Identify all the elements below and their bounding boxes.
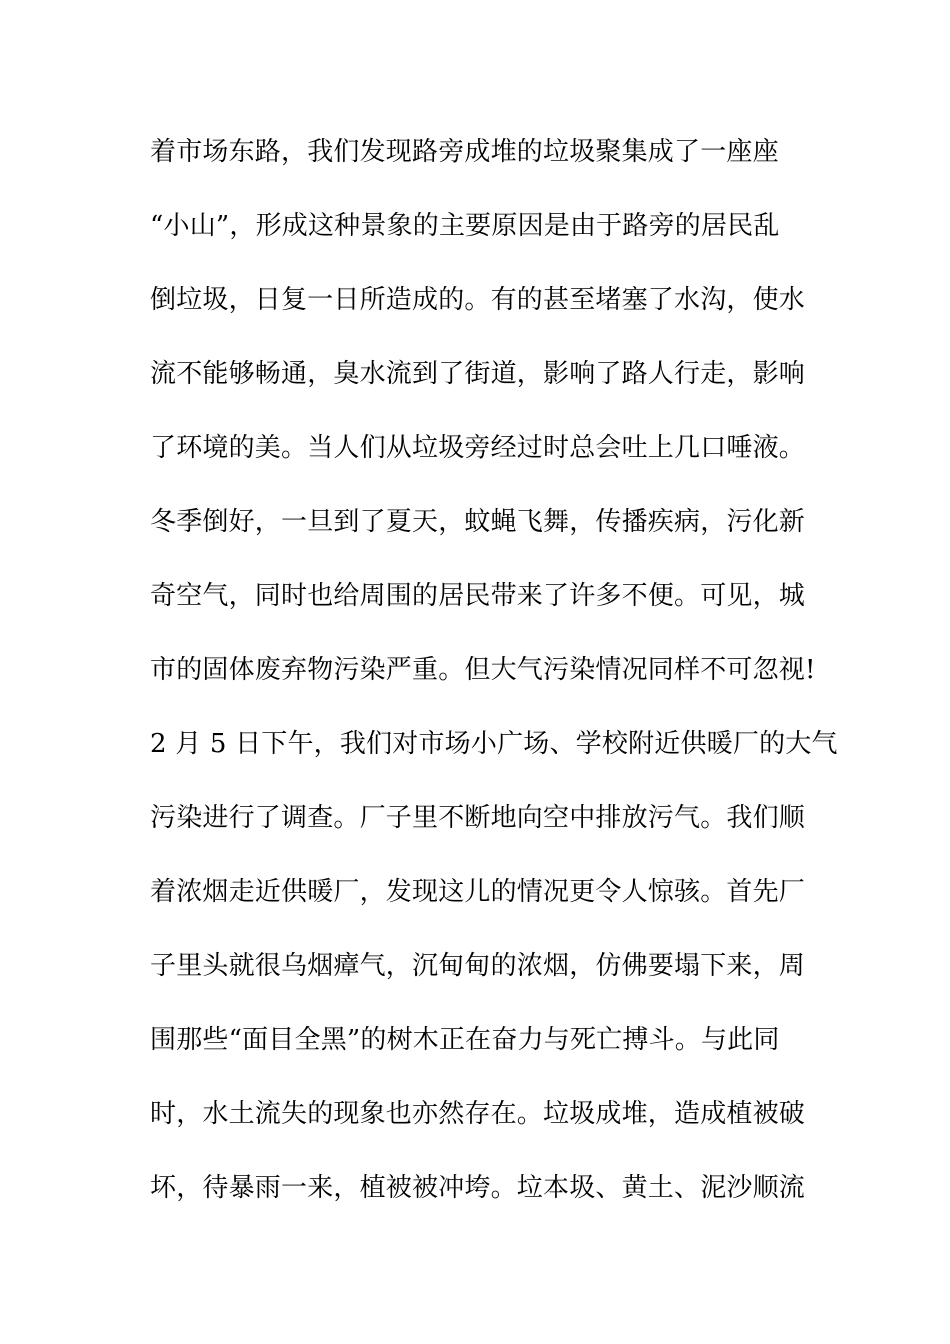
text-line: 2 月 5 日下午，我们对市场小广场、学校附近供暖厂的大气 [150,729,838,759]
text-line: 了环境的美。当人们从垃圾旁经过时总会吐上几口唾液。 [150,433,806,463]
text-line: 坏，待暴雨一来，植被被冲垮。垃本圾、黄土、泥沙顺流 [150,1173,806,1203]
body-text [150,130,838,1240]
text-line: 着浓烟走近供暖厂，发现这儿的情况更令人惊骇。首先厂 [150,877,806,907]
text-line: 市的固体废弃物污染严重。但大气污染情况同样不可忽视! [150,655,816,685]
text-line: 冬季倒好，一旦到了夏天，蚊蝇飞舞，传播疾病，污化新 [150,507,806,537]
text-line: 污染进行了调查。厂子里不断地向空中排放污气。我们顺 [150,803,806,833]
text-line: 流不能够畅通，臭水流到了街道，影响了路人行走，影响 [150,359,806,389]
text-line: 奇空气，同时也给周围的居民带来了许多不便。可见，城 [150,581,806,611]
text-line: 子里头就很乌烟瘴气，沉甸甸的浓烟，仿佛要塌下来，周 [150,951,806,981]
text-line: 围那些“面目全黑”的树木正在奋力与死亡搏斗。与此同 [150,1025,780,1055]
text-line: 倒垃圾，日复一日所造成的。有的甚至堵塞了水沟，使水 [150,285,806,315]
text-line: 着市场东路，我们发现路旁成堆的垃圾聚集成了一座座 [150,137,779,167]
text-line: “小山”，形成这种景象的主要原因是由于路旁的居民乱 [150,211,780,241]
text-line: 时，水土流失的现象也亦然存在。垃圾成堆，造成植被破 [150,1099,806,1129]
